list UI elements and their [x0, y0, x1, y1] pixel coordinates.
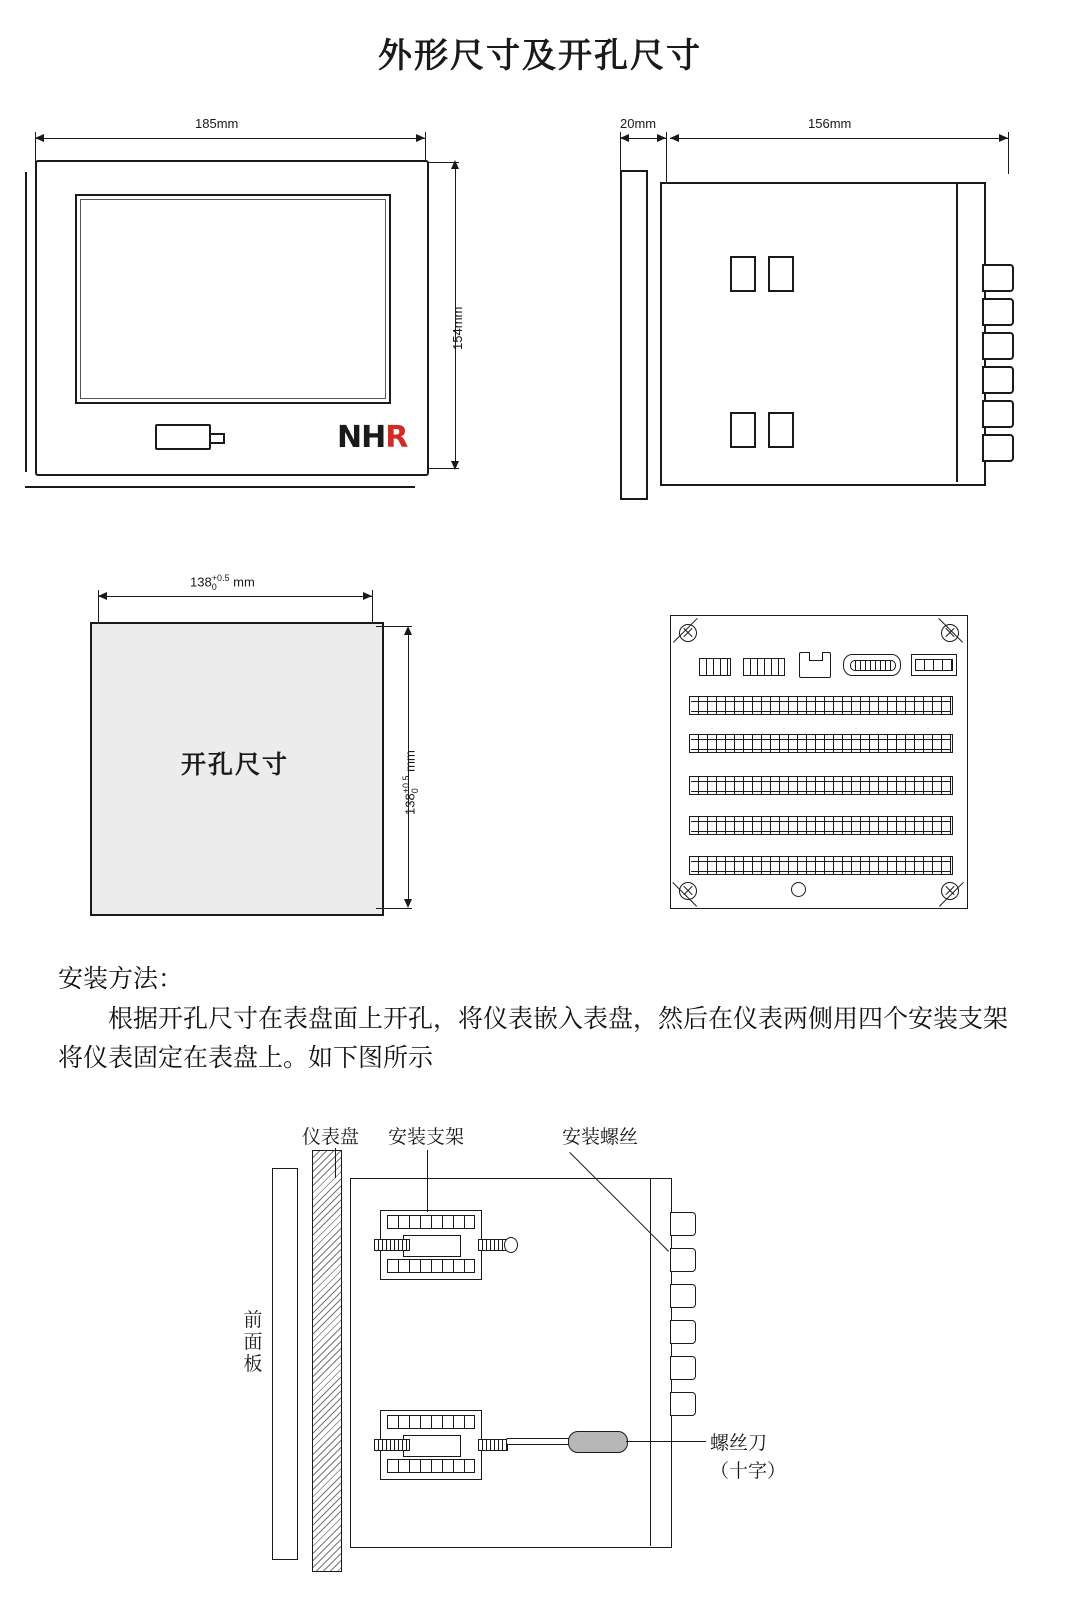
side-rear-section: [956, 182, 984, 482]
side-connector-tab-4: [982, 366, 1014, 394]
side-depth-dimension-line: [670, 138, 1008, 139]
terminal-strip-4-inner: [691, 821, 951, 832]
mount-connector-tab-5: [670, 1356, 696, 1380]
terminal-strip-1-inner: [691, 701, 951, 712]
cutout-height-arrow-down: [404, 899, 412, 908]
side-bezel-arrow-right: [657, 134, 666, 142]
side-connector-tab-2: [982, 298, 1014, 326]
bracket-upper-row-bottom: [387, 1259, 475, 1273]
terminal-strip-3-inner: [691, 781, 951, 792]
mount-connector-tab-4: [670, 1320, 696, 1344]
bracket-lower-screw-right: [478, 1439, 508, 1451]
cutout-width-value: 138: [190, 574, 212, 590]
screwdriver-leader-line: [626, 1441, 706, 1442]
screwdriver-shaft: [506, 1438, 572, 1445]
side-view-figure: [600, 116, 1030, 500]
front-width-dimension-line: [35, 138, 425, 139]
terminal-strip-1: [689, 696, 953, 715]
rear-screw-top-right: [941, 624, 959, 642]
power-terminal: [911, 654, 957, 676]
bracket-upper-screw-head: [504, 1237, 518, 1253]
side-connector-tab-3: [982, 332, 1014, 360]
label-screwdriver: 螺丝刀: [710, 1432, 768, 1454]
cutout-width-tol-lower: 0: [211, 582, 217, 592]
terminal-block-small: [699, 658, 731, 676]
label-mounting-screw: 安装螺丝: [562, 1126, 639, 1148]
terminal-strip-5-inner: [691, 861, 951, 872]
cutout-width-label: [190, 574, 255, 592]
cutout-width-arrow-right: [363, 592, 372, 600]
display-screen: [75, 194, 391, 404]
front-width-arrow-right: [416, 134, 425, 142]
cutout-height-label: [402, 750, 420, 815]
cutout-height-ext-bottom: [376, 908, 412, 909]
cutout-label: 开孔尺寸: [180, 750, 289, 779]
front-width-arrow-left: [35, 134, 44, 142]
bracket-lower-row-top: [387, 1415, 475, 1429]
instructions-body: 根据开孔尺寸在表盘面上开孔，将仪表嵌入表盘，然后在仪表两侧用四个安装支架将仪表固定在表盘上。如下图所示: [58, 1004, 1009, 1072]
brand-logo: [337, 420, 407, 455]
panel-leader-line: [335, 1148, 336, 1178]
mount-connector-tab-6: [670, 1392, 696, 1416]
cutout-height-arrow-up: [404, 626, 412, 635]
instrument-panel-hatch: [312, 1150, 342, 1572]
terminal-strip-4: [689, 816, 953, 835]
side-vent-slot-3: [730, 412, 756, 448]
side-depth-ext-right: [1008, 132, 1009, 174]
cutout-width-unit: mm: [233, 574, 255, 590]
cutout-figure: [90, 573, 510, 930]
front-width-ext-left: [35, 132, 36, 164]
terminal-strip-3: [689, 776, 953, 795]
screwdriver-handle: [568, 1431, 628, 1453]
front-panel-block: [272, 1168, 298, 1560]
side-bezel-ext-left: [620, 132, 621, 174]
bracket-lower-screw-left: [374, 1439, 410, 1451]
power-terminal-pins: [915, 659, 953, 671]
db9-pins: [850, 660, 896, 671]
front-width-label: 185mm: [195, 116, 239, 131]
bracket-leader-line: [427, 1150, 428, 1212]
side-front-bezel: [620, 170, 648, 500]
rear-panel-body: [670, 615, 968, 909]
page-title: 外形尺寸及开孔尺寸: [378, 36, 702, 76]
cutout-height-tol-lower: 0: [410, 788, 420, 794]
side-vent-slot-4: [768, 412, 794, 448]
bracket-upper-screw-left: [374, 1239, 410, 1251]
cutout-height-tol-upper: +0.5: [401, 775, 411, 794]
mount-connector-tab-3: [670, 1284, 696, 1308]
cutout-height-ext-top: [376, 626, 412, 627]
cutout-height-unit: mm: [402, 750, 418, 772]
rear-ground-hole: [791, 882, 806, 897]
db9-port: [843, 654, 901, 676]
side-depth-arrow-left: [670, 134, 679, 142]
instrument-case-rear: [650, 1178, 671, 1546]
label-front-panel: 前面板: [243, 1309, 263, 1375]
front-bezel: [35, 160, 429, 476]
side-depth-label: 156mm: [808, 116, 852, 131]
cutout-width-arrow-left: [98, 592, 107, 600]
label-mounting-bracket: 安装支架: [388, 1126, 465, 1148]
display-screen-inner: [80, 199, 386, 399]
terminal-block-small-2: [743, 658, 785, 676]
rj45-port: [799, 652, 831, 678]
brand-logo-r: R: [385, 420, 408, 455]
front-button[interactable]: [155, 424, 211, 450]
terminal-strip-2: [689, 734, 953, 753]
bracket-lower-middle: [403, 1435, 461, 1457]
side-bezel-arrow-left: [620, 134, 629, 142]
mount-connector-tab-2: [670, 1248, 696, 1272]
bracket-lower-row-bottom: [387, 1459, 475, 1473]
side-depth-arrow-right: [999, 134, 1008, 142]
cutout-width-dimension-line: [98, 596, 372, 597]
side-bezel-depth-label: 20mm: [620, 116, 657, 131]
cutout-width-tol-upper: +0.5: [211, 573, 230, 583]
rear-view-figure: [670, 615, 970, 915]
mount-connector-tab-1: [670, 1212, 696, 1236]
side-connector-tab-6: [982, 434, 1014, 462]
side-vent-slot-1: [730, 256, 756, 292]
terminal-strip-2-inner: [691, 739, 951, 750]
mounting-figure: [240, 1120, 860, 1560]
label-instrument-panel: 仪表盘: [302, 1126, 360, 1148]
side-case-body: [660, 182, 986, 486]
bracket-upper-middle: [403, 1235, 461, 1257]
instructions-heading: 安装方法：: [58, 964, 184, 993]
side-bezel-ext-right: [666, 132, 667, 184]
cutout-height-value: 138: [402, 793, 418, 815]
side-connector-tab-5: [982, 400, 1014, 428]
rj45-clip: [809, 652, 823, 661]
side-vent-slot-2: [768, 256, 794, 292]
label-screwdriver-type: （十字）: [710, 1460, 787, 1482]
front-height-label: 154mm: [450, 306, 465, 350]
cutout-width-ext-left: [98, 590, 99, 624]
terminal-strip-5: [689, 856, 953, 875]
cutout-width-ext-right: [372, 590, 373, 624]
rear-screw-bottom-right: [941, 882, 959, 900]
bracket-upper-row-top: [387, 1215, 475, 1229]
front-view-figure: [25, 116, 465, 490]
side-connector-tab-1: [982, 264, 1014, 292]
brand-logo-nh: NH: [337, 420, 386, 455]
